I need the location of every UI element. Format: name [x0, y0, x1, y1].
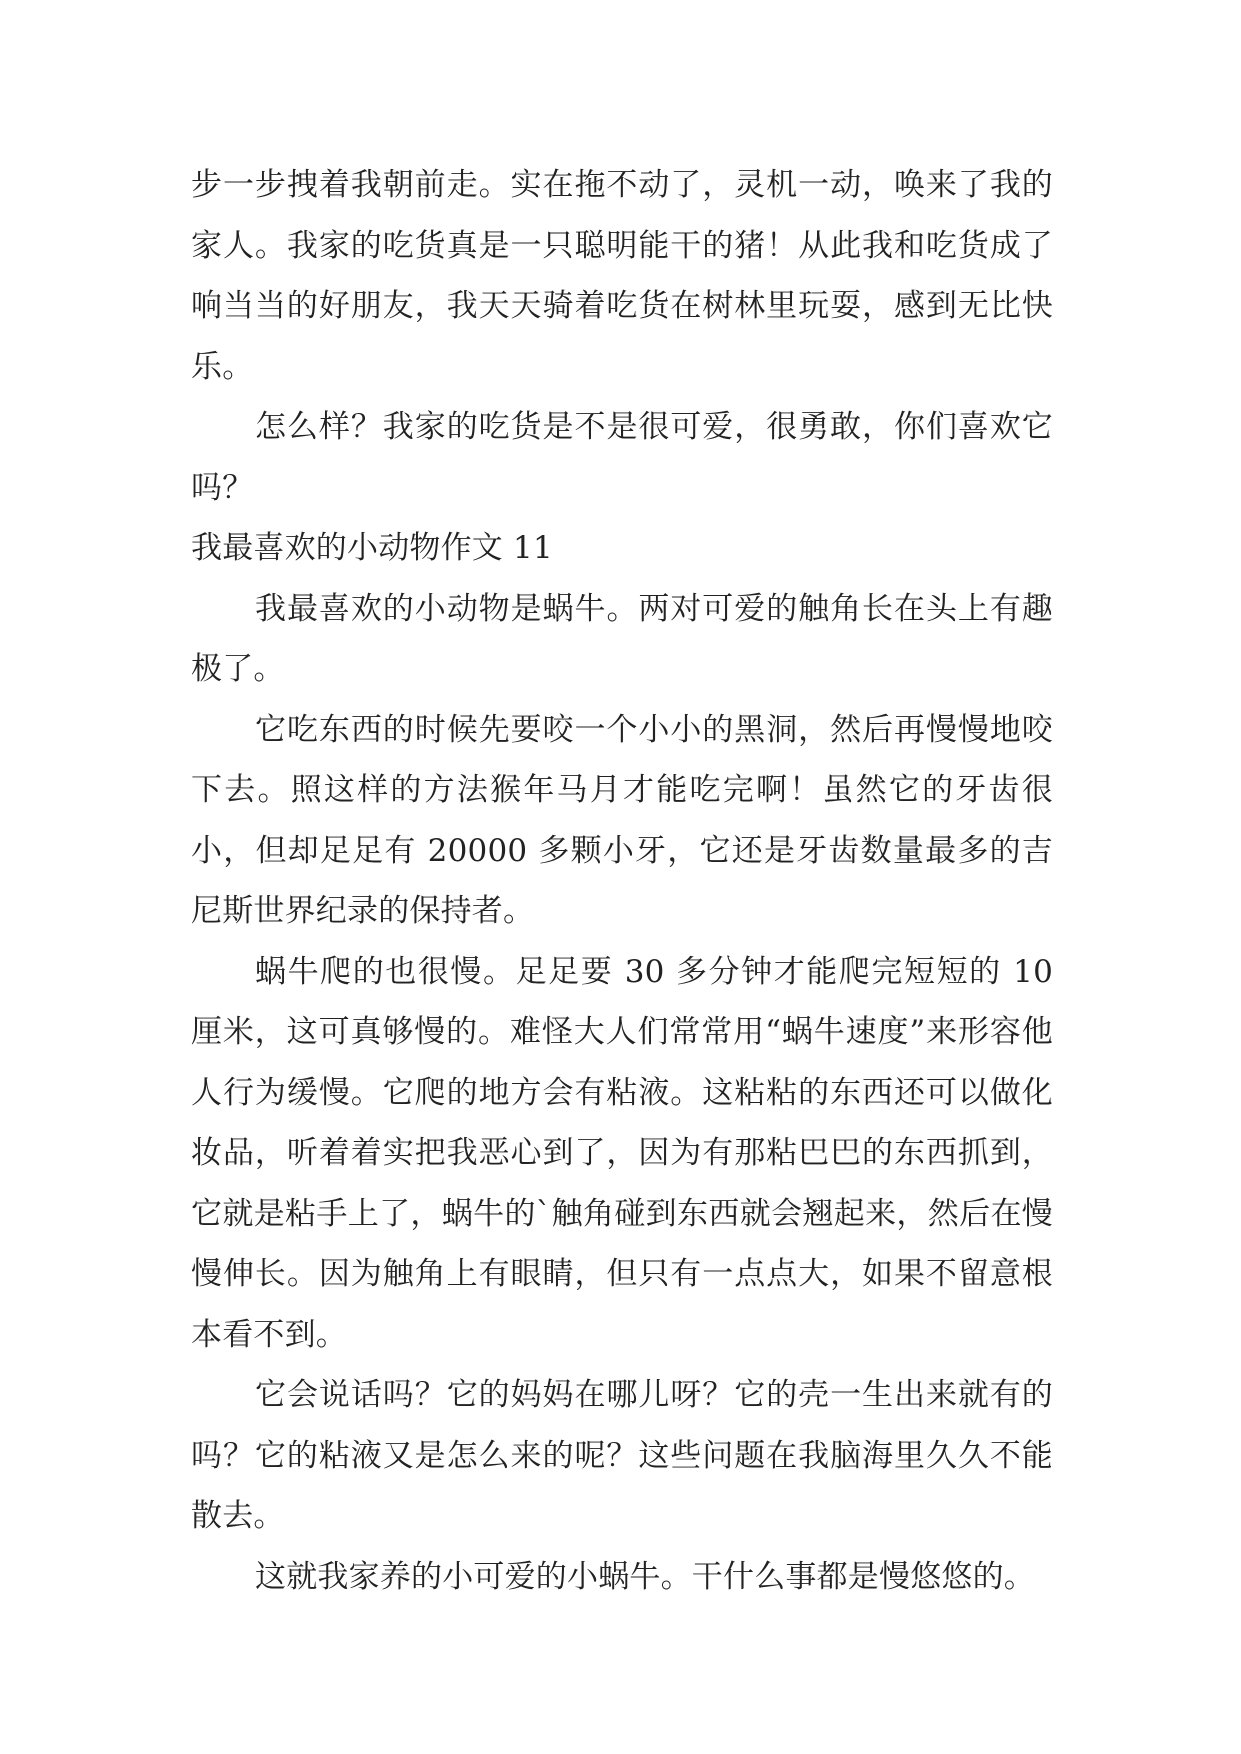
paragraph-continuation: 步一步拽着我朝前走。实在拖不动了，灵机一动，唤来了我的家人。我家的吃货真是一只聪明能干的猪！从此我和吃货成了响当当的好朋友，我天天骑着吃货在树林里玩耍，感到无比快乐。 — [191, 167, 1053, 385]
paragraph-eating: 它吃东西的时候先要咬一个小小的黑洞，然后再慢慢地咬下去。照这样的方法猴年马月才能吃完啊！虽然它的牙齿很小，但却足足有 20000 多颗小牙，它还是牙齿数量最多的吉尼斯世界纪录的保持者。 — [191, 711, 1053, 929]
essay-heading: 我最喜欢的小动物作文 11 — [191, 530, 553, 566]
paragraph-questions: 它会说话吗？它的妈妈在哪儿呀？它的壳一生出来就有的吗？它的粘液又是怎么来的呢？这些问题在我脑海里久久不能散去。 — [191, 1377, 1053, 1534]
paragraph-crawling: 蜗牛爬的也很慢。足足要 30 多分钟才能爬完短短的 10 厘米，这可真够慢的。难怪大人们常常用“蜗牛速度”来形容他人行为缓慢。它爬的地方会有粘液。这粘粘的东西还可以做化妆品，听着着实把我恶心到了，因为有那粘巴巴的东西抓到，它就是粘手上了，蜗牛的`触角碰到东西就会翘起来，然后在慢慢伸长。因为触角上有眼睛，但只有一点点大，如果不留意根本看不到。 — [191, 953, 1053, 1353]
paragraph-conclusion: 这就我家养的小可爱的小蜗牛。干什么事都是慢悠悠的。 — [255, 1558, 1035, 1595]
document-body — [191, 155, 1053, 1607]
paragraph-question: 怎么样？我家的吃货是不是很可爱，很勇敢，你们喜欢它吗？ — [191, 409, 1053, 506]
paragraph-intro: 我最喜欢的小动物是蜗牛。两对可爱的触角长在头上有趣极了。 — [191, 590, 1053, 687]
